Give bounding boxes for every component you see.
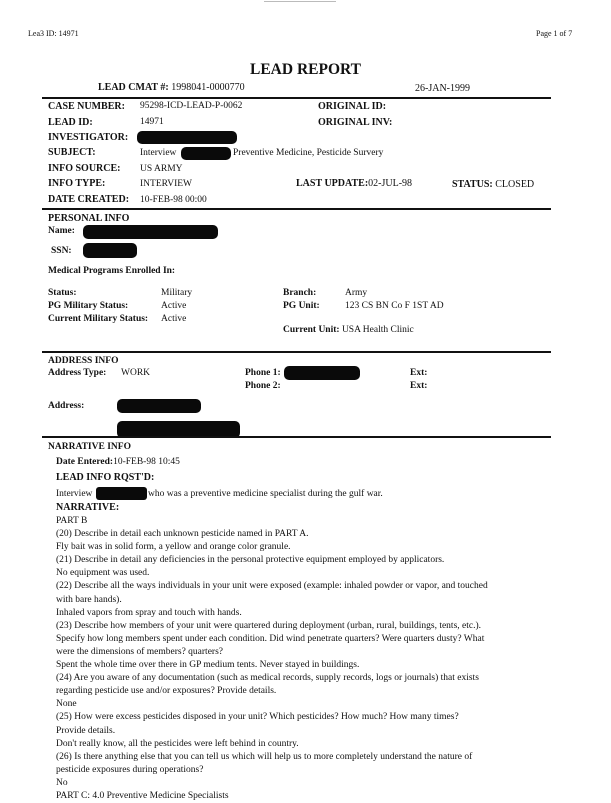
original-inv-label: ORIGINAL INV: bbox=[318, 117, 393, 128]
redacted-interviewee bbox=[96, 487, 147, 500]
narrative-line: (23) Describe how members of your unit were quartered during deployment (urban, rural, buildings, tents, etc.). bbox=[56, 620, 481, 631]
narrative-line: (26) Is there anything else that you can tell us which will help us to more completely understand the nature of bbox=[56, 751, 473, 762]
last-update bbox=[296, 178, 412, 189]
current-unit-value: USA Health Clinic bbox=[341, 325, 414, 335]
current-military-status-value: Active bbox=[161, 314, 187, 324]
redacted-name bbox=[83, 225, 218, 239]
narrative-line: Specify how long members spent under each condition. Did wind penetrate quarters? Were quarters dusty? What bbox=[56, 633, 485, 644]
narrative-line: Inhaled vapors from spray and touch with hands. bbox=[56, 607, 242, 618]
narrative-line: Provide details. bbox=[56, 725, 116, 736]
divider bbox=[42, 97, 551, 99]
date-created-label: DATE CREATED: bbox=[48, 194, 130, 205]
current-military-status-label: Current Military Status: bbox=[48, 314, 149, 324]
investigator-label: INVESTIGATOR: bbox=[48, 132, 129, 143]
narrative-line: (25) How were excess pesticides disposed in your unit? Which pesticides? How much? How many times? bbox=[56, 712, 459, 723]
status bbox=[452, 179, 534, 190]
narrative-body bbox=[56, 515, 556, 803]
pg-military-status-value: Active bbox=[161, 301, 187, 311]
current-unit bbox=[283, 325, 414, 335]
lead-info-suffix: who was a preventive medicine specialist during the gulf war. bbox=[148, 489, 383, 499]
lead-info-label: LEAD INFO RQST'D: bbox=[56, 472, 155, 483]
narrative-line: No bbox=[56, 777, 68, 788]
subject-prefix: Interview bbox=[140, 148, 177, 158]
info-type-label: INFO TYPE: bbox=[48, 178, 106, 189]
status-value: CLOSED bbox=[495, 179, 535, 190]
ext2-label: Ext: bbox=[410, 381, 428, 391]
date-entered-label: Date Entered: bbox=[56, 457, 114, 467]
redacted-ssn bbox=[83, 243, 137, 258]
ext1-label: Ext: bbox=[410, 368, 428, 378]
narrative-line: pesticide exposures during operations? bbox=[56, 764, 204, 775]
lead-id-label: LEAD ID: bbox=[48, 117, 93, 128]
subject-label: SUBJECT: bbox=[48, 147, 96, 158]
original-id-label: ORIGINAL ID: bbox=[318, 101, 387, 112]
date-entered bbox=[56, 457, 180, 467]
lead-id-value: 14971 bbox=[140, 117, 164, 127]
redacted-phone1 bbox=[284, 366, 360, 380]
narrative-line: (21) Describe in detail any deficiencies in the personal protective equipment employed by applicators. bbox=[56, 555, 445, 566]
narrative-info-heading: NARRATIVE INFO bbox=[48, 442, 131, 452]
narrative-line: No equipment was used. bbox=[56, 568, 150, 579]
case-number-value: 95298-ICD-LEAD-P-0062 bbox=[140, 101, 243, 111]
narrative-line: with bare hands). bbox=[56, 594, 122, 605]
page-lead-id: Lea3 ID: 14971 bbox=[28, 29, 79, 38]
pg-military-status-label: PG Military Status: bbox=[48, 301, 129, 311]
narrative-line: Don't really know, all the pesticides were left behind in country. bbox=[56, 738, 299, 749]
phone1-label: Phone 1: bbox=[245, 368, 281, 378]
narrative-line: Spent the whole time over there in GP medium tents. Never stayed in buildings. bbox=[56, 660, 360, 671]
redacted-subject-name bbox=[181, 147, 231, 160]
cmat-row bbox=[98, 82, 245, 93]
branch-value: Army bbox=[345, 288, 368, 298]
narrative-line: regarding pesticide use and/or exposures? Provide details. bbox=[56, 686, 277, 697]
pg-unit-value: 123 CS BN Co F 1ST AD bbox=[345, 301, 444, 311]
mil-status-value: Military bbox=[161, 288, 193, 298]
address-type-label: Address Type: bbox=[48, 368, 107, 378]
divider bbox=[42, 436, 551, 438]
narrative-line: None bbox=[56, 699, 77, 710]
cmat-date: 26-JAN-1999 bbox=[415, 83, 470, 94]
page-number: Page 1 of 7 bbox=[536, 29, 573, 38]
narrative-line: (22) Describe all the ways individuals in your unit were exposed (example: inhaled powder or vapor, and touched bbox=[56, 581, 488, 592]
narrative-line: were the dimensions of members? quarters? bbox=[56, 646, 223, 657]
info-source-value: US ARMY bbox=[140, 164, 183, 174]
last-update-label: LAST UPDATE: bbox=[296, 178, 369, 189]
info-source-label: INFO SOURCE: bbox=[48, 163, 121, 174]
branch-label: Branch: bbox=[283, 288, 317, 298]
divider bbox=[42, 351, 551, 353]
name-label: Name: bbox=[48, 226, 75, 236]
info-type-value: INTERVIEW bbox=[140, 179, 192, 189]
lead-info-prefix: Interview bbox=[56, 489, 93, 499]
current-unit-label: Current Unit: bbox=[283, 325, 340, 335]
narrative-line: PART C: 4.0 Preventive Medicine Specialists bbox=[56, 790, 229, 801]
narrative-line: PART B bbox=[56, 516, 88, 526]
date-created-value: 10-FEB-98 00:00 bbox=[140, 195, 207, 205]
date-entered-value: 10-FEB-98 10:45 bbox=[113, 457, 180, 467]
divider bbox=[42, 208, 551, 210]
address-label: Address: bbox=[48, 401, 85, 411]
medical-programs-label: Medical Programs Enrolled In: bbox=[48, 266, 176, 276]
case-number-label: CASE NUMBER: bbox=[48, 101, 125, 112]
cmat-label: LEAD CMAT #: bbox=[98, 82, 169, 93]
mil-status-label: Status: bbox=[48, 288, 77, 298]
narrative-label: NARRATIVE: bbox=[56, 502, 120, 513]
narrative-line: (24) Are you aware of any documentation (such as medical records, supply records, logs or journals) that exists bbox=[56, 673, 479, 684]
report-title: LEAD REPORT bbox=[250, 61, 361, 78]
subject-suffix: Preventive Medicine, Pesticide Survery bbox=[233, 148, 384, 158]
scan-artifact-line bbox=[264, 1, 336, 2]
address-info-heading: ADDRESS INFO bbox=[48, 356, 119, 366]
last-update-value: 02-JUL-98 bbox=[368, 178, 413, 189]
ssn-label: SSN: bbox=[51, 246, 72, 256]
phone2-label: Phone 2: bbox=[245, 381, 281, 391]
narrative-line: Fly bait was in solid form, a yellow and orange color granule. bbox=[56, 542, 291, 553]
redacted-address-line1 bbox=[117, 399, 201, 413]
personal-info-heading: PERSONAL INFO bbox=[48, 213, 130, 224]
status-label: STATUS: bbox=[452, 179, 493, 190]
narrative-line: (20) Describe in detail each unknown pesticide named in PART A. bbox=[56, 529, 309, 540]
pg-unit-label: PG Unit: bbox=[283, 301, 320, 311]
cmat-value: 1998041-0000770 bbox=[171, 82, 245, 93]
redacted-investigator bbox=[137, 131, 237, 144]
address-type-value: WORK bbox=[121, 368, 151, 378]
